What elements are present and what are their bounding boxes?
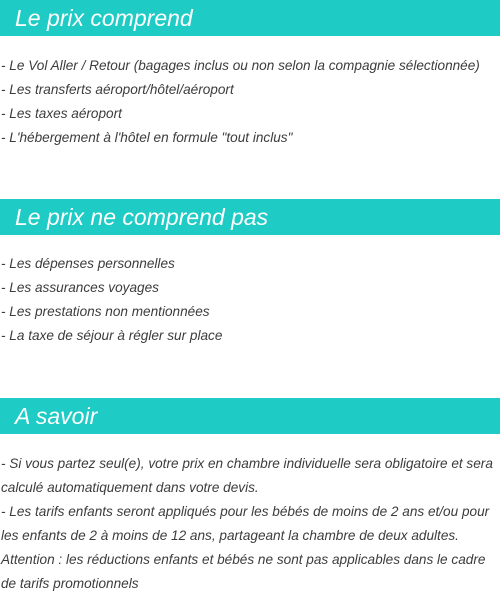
to-know-title: A savoir	[15, 403, 98, 429]
included-list	[1, 54, 499, 150]
list-item: - Le Vol Aller / Retour (bagages inclus ou non selon la compagnie sélectionnée)	[1, 58, 480, 73]
list-item: - L'hébergement à l'hôtel en formule "tout inclus"	[1, 130, 293, 145]
to-know-paragraph-attention: Attention : les réductions enfants et bébés ne sont pas applicables dans le cadre de tarifs promotionnels	[1, 552, 486, 591]
included-banner	[0, 0, 500, 36]
not-included-title: Le prix ne comprend pas	[15, 204, 269, 230]
included-title: Le prix comprend	[15, 5, 193, 31]
list-item: - Les assurances voyages	[1, 280, 159, 295]
list-item: - Les prestations non mentionnées	[1, 304, 210, 319]
to-know-banner	[0, 398, 500, 434]
list-item: - Les transferts aéroport/hôtel/aéroport	[1, 82, 234, 97]
list-item: - Les dépenses personnelles	[1, 256, 175, 271]
to-know-paragraph-children: - Les tarifs enfants seront appliqués pour les bébés de moins de 2 ans et/ou pour les enfants de 2 à moins de 12 ans, partageant la chambre de deux adultes.	[1, 504, 490, 543]
to-know-paragraph-solo: - Si vous partez seul(e), votre prix en chambre individuelle sera obligatoire et sera calculé automatiquement dans votre devis.	[1, 456, 493, 495]
list-item: - Les taxes aéroport	[1, 106, 122, 121]
not-included-banner	[0, 199, 500, 235]
not-included-list	[1, 252, 499, 348]
list-item: - La taxe de séjour à régler sur place	[1, 328, 223, 343]
